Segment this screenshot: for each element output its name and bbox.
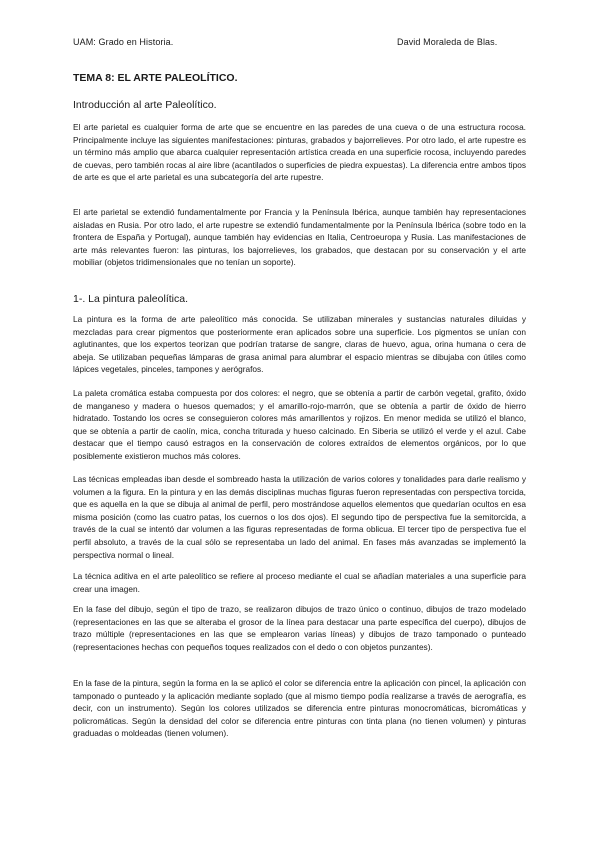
paragraph: El arte parietal se extendió fundamentalmente por Francia y la Península Ibérica, aunque también hay representaciones aisladas en Rusia. Por otro lado, el arte rupestre se extendió fundamentalmente por la Península Ibérica (sobre todo en la frontera de España y Portugal), aunque también hay evidencias en Italia, Centroeuropa y Rusia. Las manifestaciones de arte más relevantes fueron: las pinturas, los bajorrelieves, los grabados, que destacan por su conservación y el arte mobiliar (objetos tridimensionales que no tenían un soporte). <box>73 207 526 268</box>
header-author: David Moraleda de Blas. <box>397 37 498 47</box>
paragraph: El arte parietal es cualquier forma de arte que se encuentre en las paredes de una cueva o de una estructura rocosa. Principalmente incluye las siguientes manifestaciones: pinturas, grabados y bajorrelieves. Por otro lado, el arte rupestre es un término más amplio que abarca cualquier representación artística creada en una superficie rocosa, incluyendo paredes de cuevas, pero también rocas al aire libre (acantilados o superficies de piedra expuestas). La diferencia entre ambos tipos de arte es que el arte parietal es una subcategoría del arte rupestre. <box>73 122 526 183</box>
paragraph: En la fase de la pintura, según la forma en la se aplicó el color se diferencia entre la aplicación con pincel, la aplicación con tamponado o punteado y la aplicación mediante soplado (que al mismo tiempo podía realizarse a través de aerografía, es decir, con un instrumento). Según los colores utilizados se diferencia entre pinturas monocromáticas, bicromáticas y policromáticas. Según la densidad del color se diferencia entre pinturas con tinta plana (no tienen volumen) y pinturas graduadas o moldeadas (tienen volumen). <box>73 678 526 739</box>
document-title: TEMA 8: EL ARTE PALEOLÍTICO. <box>73 72 238 84</box>
paragraph: Las técnicas empleadas iban desde el sombreado hasta la utilización de varios colores y tonalidades para darle realismo y volumen a la figura. En la pintura y en las demás disciplinas muchas figuras fueron representadas con perspectiva torcida, que es aquella en la que se dibuja al animal de perfil, pero mostrándose aquellos elementos que quedarían ocultos en esa misma posición (como las cuatro patas, los cuernos o los dos ojos). El segundo tipo de perspectiva fue la semitorcida, a través de la cual se intentó dar volumen a las figuras representadas de forma oblicua. El tercer tipo de perspectiva fue el perfil absoluto, a través de la cual sólo se representaba un lado del animal. En fases más avanzadas se implementó la perspectiva normal o lineal. <box>73 474 526 560</box>
paragraph: La paleta cromática estaba compuesta por dos colores: el negro, que se obtenía a partir de carbón vegetal, grafito, óxido de manganeso y madera o huesos quemados; y el amarillo-rojo-marrón, que se obtenía a partir de óxido de hierro hidratado. Tostando los ocres se conseguieron colores más amarillentos y rojizos. En menor medida se utilizó el blanco, que se obtenía a partir de caolín, mica, concha triturada y hueso calcinado. En Siberia se utilizó el verde y el azul. Cabe destacar que el tiempo causó estragos en la conservación de colores extraídos de elementos orgánicos, por lo que posiblemente existieron muchos más colores. <box>73 388 526 461</box>
section-heading-intro: Introducción al arte Paleolítico. <box>73 99 217 111</box>
header-course: UAM: Grado en Historia. <box>73 37 174 47</box>
section-heading-painting: 1-. La pintura paleolítica. <box>73 293 188 305</box>
paragraph: La pintura es la forma de arte paleolítico más conocida. Se utilizaban minerales y sustancias naturales diluidas y mezcladas para crear pigmentos que posteriormente eran aplicados sobre una superficie. Los pigmentos se unían con aglutinantes, que los expertos teorizan que podrían tratarse de sangre, claras de huevo, agua, orina humana o cera de abeja. Se utilizaban pequeñas lámparas de grasa animal para alumbrar el espacio mientras se dibujaba con útiles como lápices vegetales, pinceles, tampones y aerógrafos. <box>73 314 526 375</box>
paragraph: En la fase del dibujo, según el tipo de trazo, se realizaron dibujos de trazo único o continuo, dibujos de trazo modelado (representaciones en las que se alteraba el grosor de la línea para destacar una parte específica del cuerpo), dibujos de trazo múltiple (representaciones en las que se emplearon varias líneas) y dibujos de trazo tamponado o punteado (representaciones hechas con pequeños toques realizados con el dedo o con objetos punzantes). <box>73 604 526 652</box>
paragraph: La técnica aditiva en el arte paleolítico se refiere al proceso mediante el cual se añadían materiales a una superficie para crear una imagen. <box>73 571 526 594</box>
